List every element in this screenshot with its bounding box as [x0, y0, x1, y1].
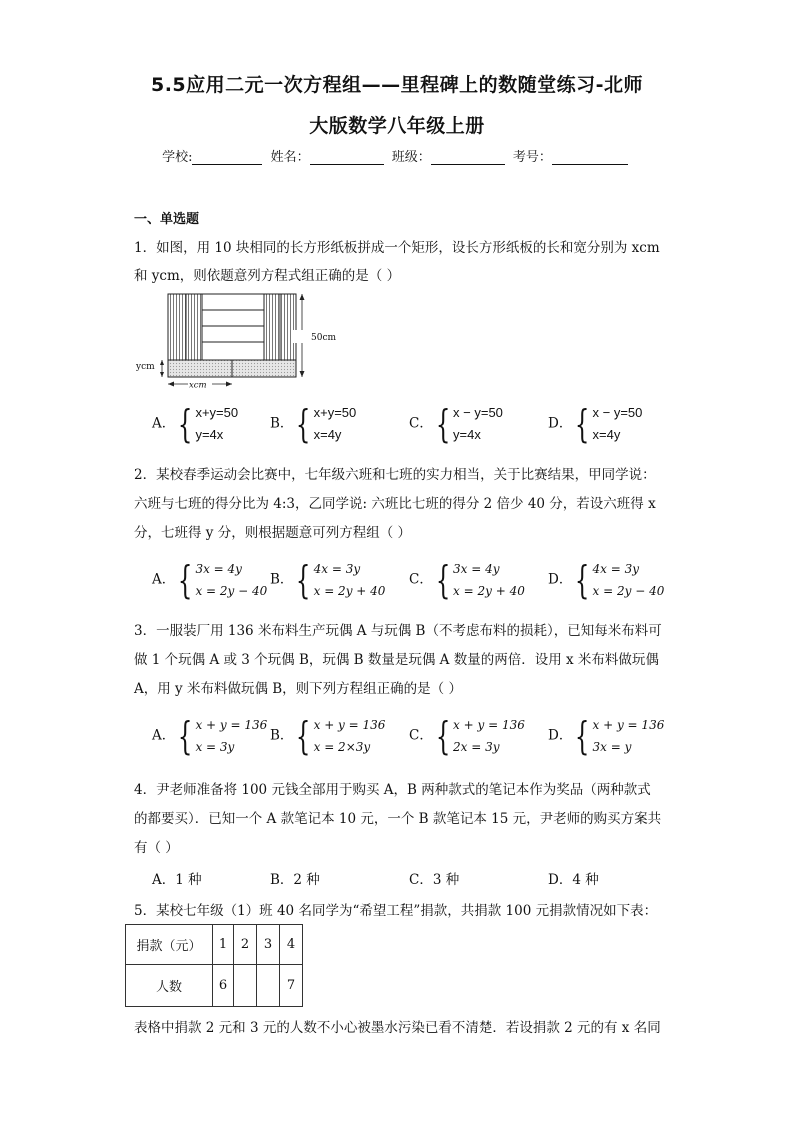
number-field[interactable]: [552, 150, 628, 165]
table-row: [126, 925, 303, 965]
table-cell: 1: [213, 925, 234, 965]
table-cell: 人数: [126, 965, 213, 1007]
q1-figure: [160, 290, 337, 394]
q4-option-b[interactable]: B．2 种: [270, 872, 320, 888]
q1-option-d[interactable]: D． { x − y=50 x=4y: [548, 402, 643, 446]
q1-fig-bottom-board-2: [232, 360, 296, 377]
q2-line-2: 六班与七班的得分比为 4:3，乙同学说: 六班比七班的得分 2 倍少 40 分，若设六班得 x: [134, 496, 656, 512]
q2-line-1: 2．某校春季运动会比赛中，七年级六班和七班的实力相当，关于比赛结果，甲同学说：: [134, 467, 656, 483]
q1-fig-width-label: xcm: [189, 380, 207, 391]
student-info-row: [0, 146, 794, 165]
q3-option-a[interactable]: A． { x + y = 136 x = 3y: [152, 714, 268, 758]
table-cell: 7: [280, 965, 303, 1007]
q5-line-2: 表格中捐款 2 元和 3 元的人数不小心被墨水污染已看不清楚．若设捐款 2 元的有 x 名同: [134, 1020, 661, 1036]
q4-option-a[interactable]: A．1 种: [152, 872, 202, 888]
name-field[interactable]: [310, 150, 384, 165]
class-label: 班级：: [391, 150, 431, 165]
table-cell: [257, 965, 280, 1007]
q2-option-d[interactable]: D． { 4x = 3y x = 2y − 40: [548, 558, 665, 602]
title-line-1: 5.5应用二元一次方程组——里程碑上的数随堂练习-北师: [150, 74, 644, 96]
q1-fig-height-label: 50cm: [311, 333, 337, 343]
school-label: 学校:: [162, 150, 193, 165]
q1-option-b[interactable]: B． { x+y=50 x=4y: [270, 402, 357, 446]
table-cell: 2: [234, 925, 257, 965]
q1-fig-right-strip-2: [280, 294, 296, 360]
number-label: 考号：: [512, 150, 552, 165]
q3-line-2: 做 1 个玩偶 A 或 3 个玩偶 B，玩偶 B 数量是玩偶 A 数量的两倍．设用 x 米布料做玩偶: [134, 652, 659, 668]
q4-line-1: 4．尹老师准备将 100 元钱全部用于购买 A，B 两种款式的笔记本作为奖品（两种款式: [134, 782, 651, 798]
table-cell: 6: [213, 965, 234, 1007]
q2-option-c[interactable]: C． { 3x = 4y x = 2y + 40: [409, 558, 525, 602]
q1-option-a[interactable]: A． { x+y=50 y=4x: [152, 402, 239, 446]
q1-line-2: 和 ycm，则依题意列方程式组正确的是（ ）: [134, 268, 401, 284]
table-cell: [234, 965, 257, 1007]
q3-option-b[interactable]: B． { x + y = 136 x = 2×3y: [270, 714, 386, 758]
q1-fig-y-label: ycm: [136, 362, 155, 372]
table-cell: 3: [257, 925, 280, 965]
q4-option-c[interactable]: C．3 种: [409, 872, 460, 888]
q3-option-d[interactable]: D． { x + y = 136 3x = y: [548, 714, 665, 758]
school-field[interactable]: [192, 150, 262, 165]
q2-option-b[interactable]: B． { 4x = 3y x = 2y + 40: [270, 558, 386, 602]
table-row: [126, 965, 303, 1007]
q3-line-1: 3．一服装厂用 136 米布料生产玩偶 A 与玩偶 B（不考虑布料的损耗），已知每米布料可: [134, 623, 662, 639]
title-line-2: 大版数学八年级上册: [309, 115, 485, 137]
class-field[interactable]: [431, 150, 505, 165]
q2-line-3: 分，七班得 y 分，则根据题意可列方程组（ ）: [134, 525, 411, 541]
q4-line-3: 有（ ）: [134, 840, 179, 856]
q1-fig-left-strip-2: [186, 294, 202, 360]
q4-option-d[interactable]: D．4 种: [548, 872, 599, 888]
q5-donation-table: [125, 924, 303, 1007]
q3-option-c[interactable]: C． { x + y = 136 2x = 3y: [409, 714, 525, 758]
q2-option-a[interactable]: A． { 3x = 4y x = 2y − 40: [152, 558, 268, 602]
q1-line-1: 1．如图，用 10 块相同的长方形纸板拼成一个矩形，设长方形纸板的长和宽分别为 xcm: [134, 240, 660, 256]
table-cell: 捐款（元）: [126, 925, 213, 965]
q5-line-1: 5．某校七年级（1）班 40 名同学为“希望工程”捐款，共捐款 100 元捐款情况如下表：: [134, 903, 658, 919]
q1-fig-left-strip-1: [168, 294, 186, 360]
q1-fig-right-strip-1: [264, 294, 280, 360]
table-cell: 4: [280, 925, 303, 965]
name-label: 姓名：: [270, 150, 310, 165]
q4-line-2: 的都要买）．已知一个 A 款笔记本 10 元，一个 B 款笔记本 15 元，尹老师的购买方案共: [134, 811, 662, 827]
section-title: 一、单选题: [134, 212, 200, 227]
q1-fig-bottom-board-1: [168, 360, 232, 377]
q1-option-c[interactable]: C． { x − y=50 y=4x: [409, 402, 503, 446]
q3-line-3: A，用 y 米布料做玩偶 B，则下列方程组正确的是（ ）: [134, 681, 462, 697]
